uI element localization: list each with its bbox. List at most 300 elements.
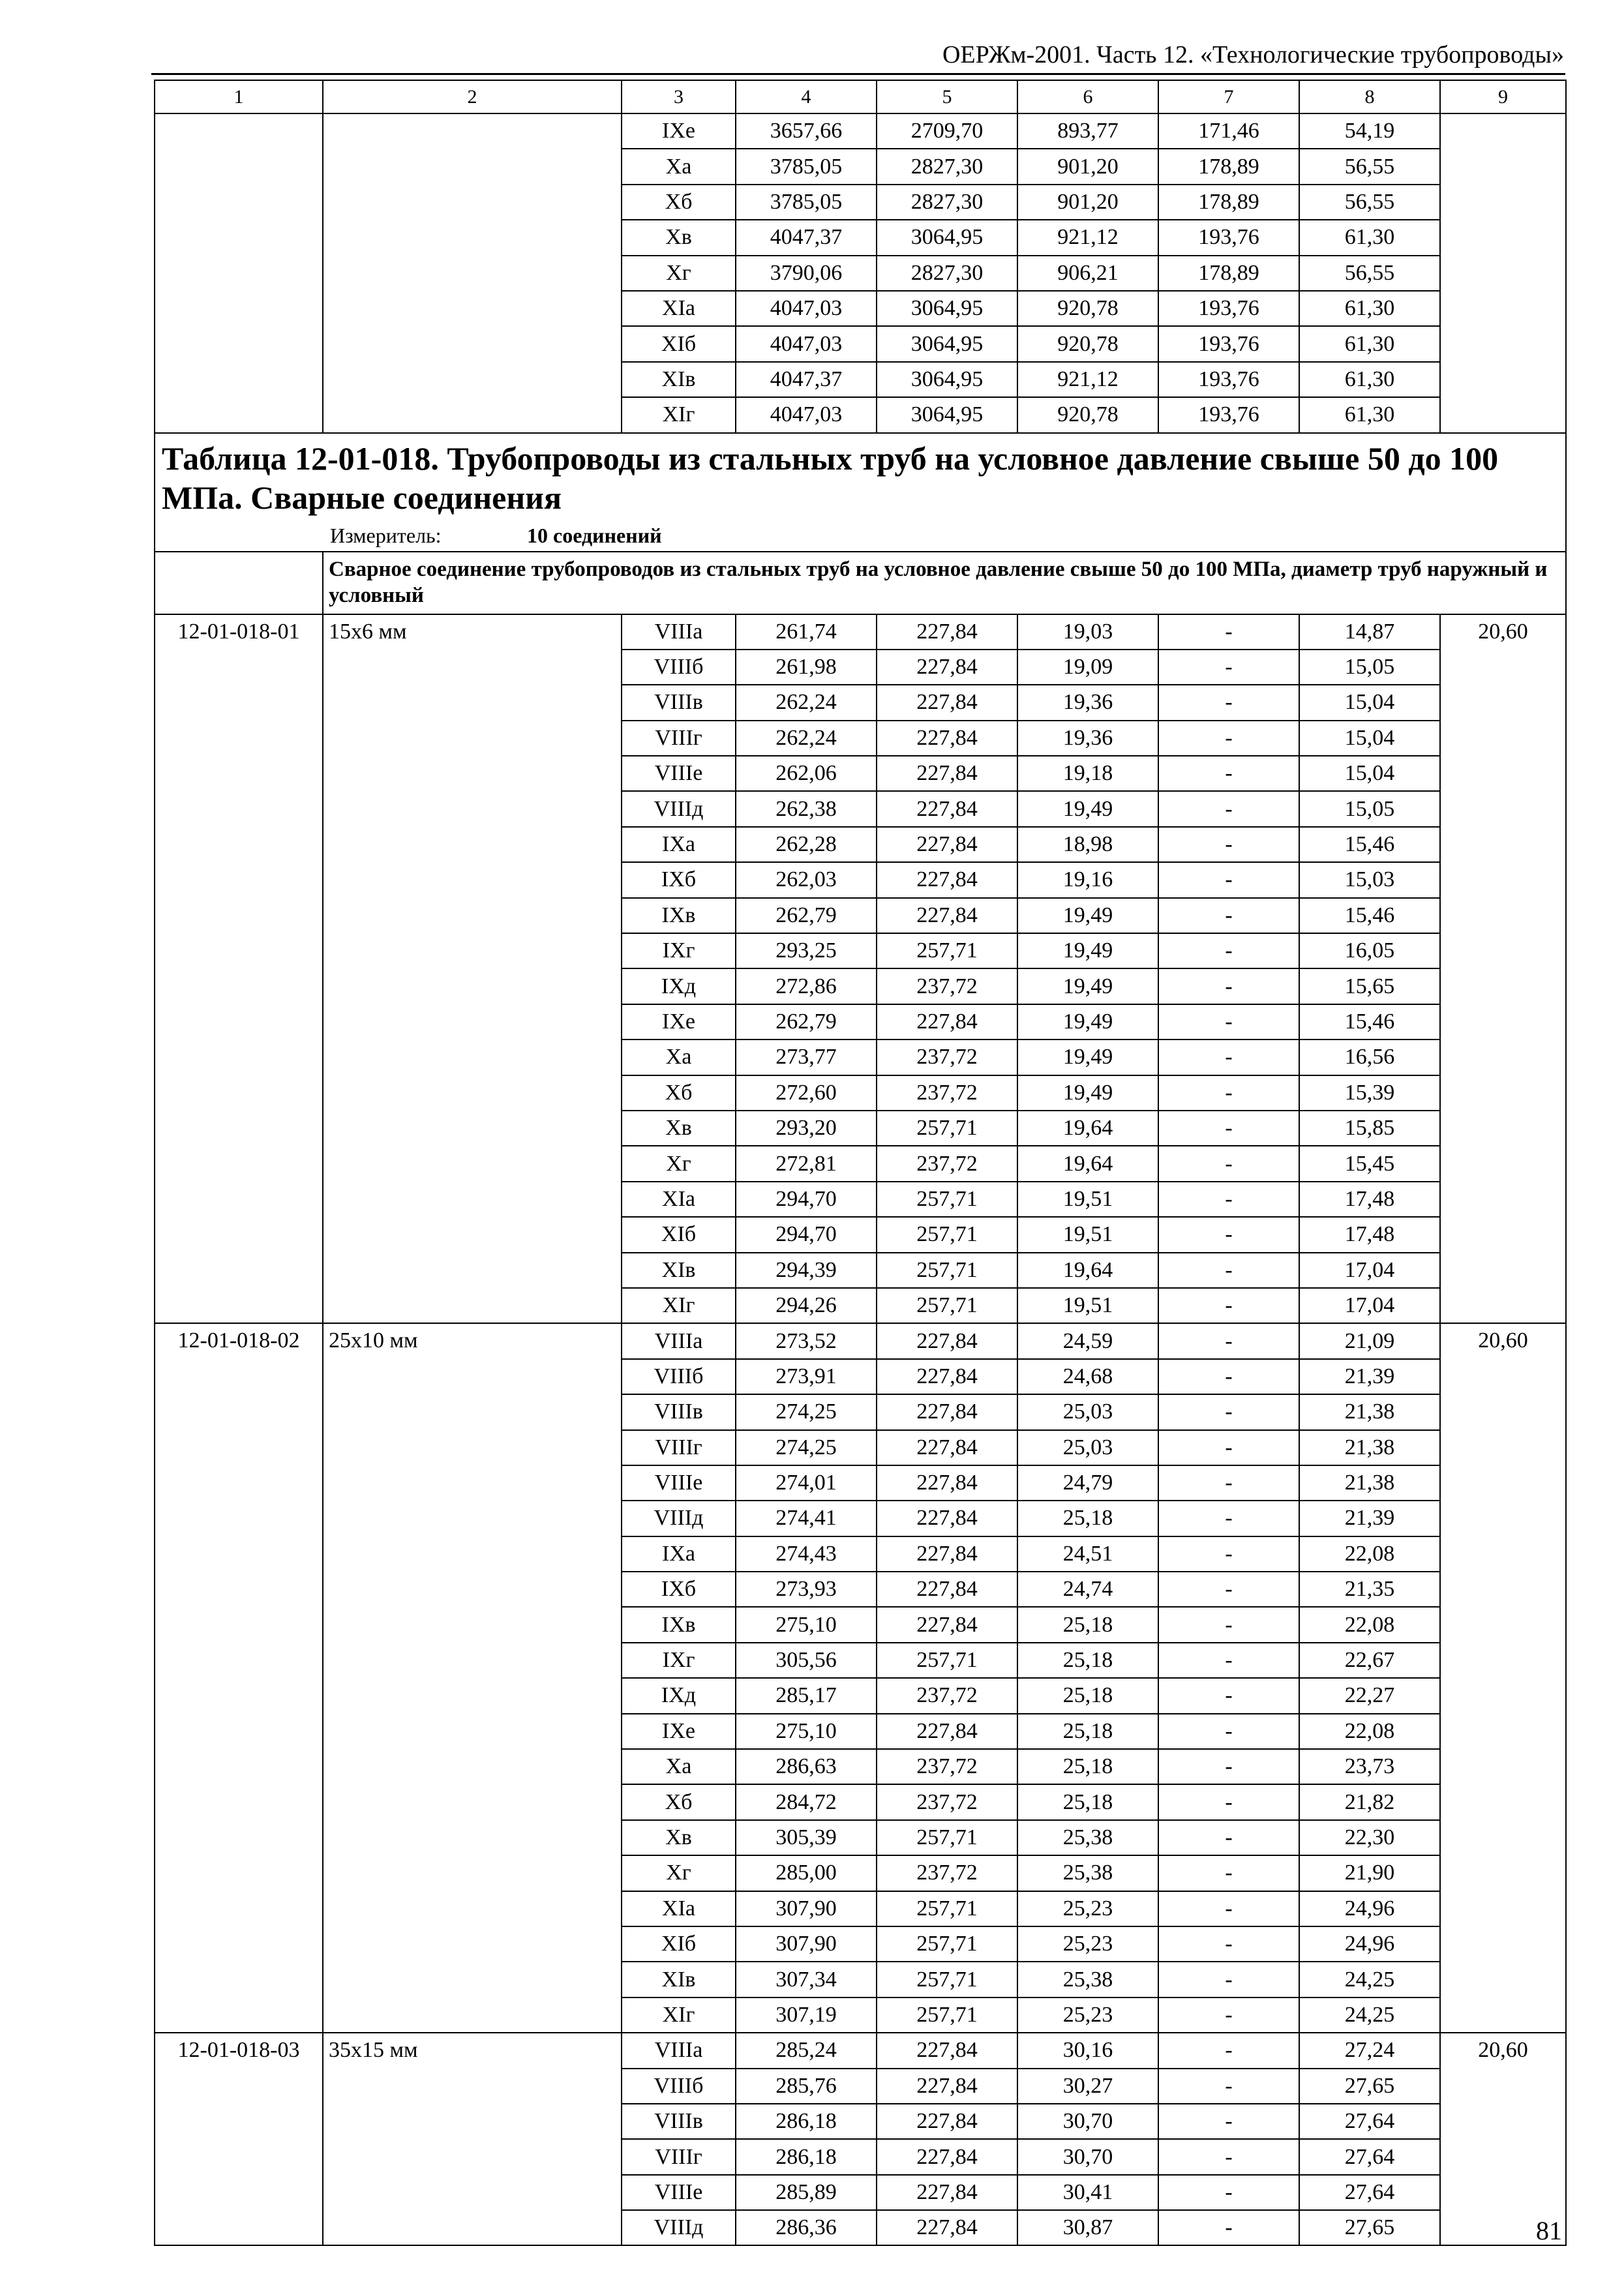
operator-wages-cell: 193,76 [1158, 220, 1299, 255]
total-cost-cell: 307,90 [736, 1926, 877, 1962]
labor-cost-cell: 3064,95 [877, 397, 1017, 432]
operator-wages-cell: - [1158, 1572, 1299, 1607]
total-cost-cell: 307,19 [736, 1997, 877, 2033]
labor-cost-cell: 2827,30 [877, 185, 1017, 220]
labor-cost-cell: 257,71 [877, 1643, 1017, 1678]
price-class-cell: XIв [622, 362, 736, 397]
total-cost-cell: 3785,05 [736, 185, 877, 220]
operator-wages-cell: - [1158, 1182, 1299, 1217]
labor-cost-cell: 2709,70 [877, 113, 1017, 149]
materials-cost-cell: 21,39 [1299, 1501, 1440, 1536]
materials-cost-cell: 54,19 [1299, 113, 1440, 149]
materials-cost-cell: 21,38 [1299, 1430, 1440, 1465]
machine-cost-cell: 901,20 [1017, 185, 1158, 220]
labor-cost-cell: 227,84 [877, 1501, 1017, 1536]
total-cost-cell: 4047,03 [736, 397, 877, 432]
total-cost-cell: 4047,03 [736, 326, 877, 361]
table-row [155, 2033, 1566, 2068]
machine-cost-cell: 30,16 [1017, 2033, 1158, 2068]
price-class-cell: IXе [622, 1714, 736, 1749]
operator-wages-cell: - [1158, 1607, 1299, 1642]
total-cost-cell: 262,06 [736, 756, 877, 791]
price-class-cell: VIIIв [622, 685, 736, 720]
machine-cost-cell: 921,12 [1017, 362, 1158, 397]
rate-code-cell: 12-01-018-03 [155, 2033, 323, 2245]
materials-cost-cell: 61,30 [1299, 326, 1440, 361]
labor-cost-cell: 227,84 [877, 650, 1017, 685]
price-class-cell: VIIIе [622, 756, 736, 791]
price-class-cell: IXб [622, 1572, 736, 1607]
machine-cost-cell: 25,18 [1017, 1784, 1158, 1819]
price-class-cell: VIIIа [622, 2033, 736, 2068]
materials-cost-cell: 24,96 [1299, 1926, 1440, 1962]
column-number: 6 [1017, 80, 1158, 113]
labor-cost-cell: 257,71 [877, 1111, 1017, 1146]
labor-cost-cell: 237,72 [877, 1784, 1017, 1819]
price-class-cell: VIIIг [622, 721, 736, 756]
operator-wages-cell: - [1158, 1926, 1299, 1962]
labor-cost-cell: 227,84 [877, 721, 1017, 756]
operator-wages-cell: - [1158, 1855, 1299, 1891]
operator-wages-cell: - [1158, 1820, 1299, 1855]
machine-cost-cell: 30,87 [1017, 2210, 1158, 2245]
materials-cost-cell: 17,48 [1299, 1217, 1440, 1252]
price-class-cell: Xа [622, 149, 736, 184]
labor-cost-cell: 237,72 [877, 1678, 1017, 1713]
operator-wages-cell: - [1158, 1253, 1299, 1288]
materials-cost-cell: 22,08 [1299, 1714, 1440, 1749]
price-class-cell: Xг [622, 1855, 736, 1891]
table-title-row [155, 433, 1566, 552]
price-class-cell: IXе [622, 113, 736, 149]
machine-cost-cell: 25,18 [1017, 1643, 1158, 1678]
operator-wages-cell: - [1158, 2139, 1299, 2174]
labor-cost-cell: 227,84 [877, 1536, 1017, 1572]
pipe-dimension-cell: 25х10 мм [323, 1323, 622, 2033]
section-subtitle-row [155, 552, 1566, 614]
labor-cost-cell: 237,72 [877, 1855, 1017, 1891]
labor-cost-cell: 3064,95 [877, 220, 1017, 255]
machine-cost-cell: 19,36 [1017, 685, 1158, 720]
total-cost-cell: 285,17 [736, 1678, 877, 1713]
labor-cost-cell: 227,84 [877, 1714, 1017, 1749]
materials-cost-cell: 16,05 [1299, 933, 1440, 968]
labor-cost-cell: 227,84 [877, 827, 1017, 862]
total-cost-cell: 285,76 [736, 2069, 877, 2104]
machine-cost-cell: 19,49 [1017, 1040, 1158, 1075]
materials-cost-cell: 15,03 [1299, 862, 1440, 897]
operator-wages-cell: - [1158, 650, 1299, 685]
price-class-cell: XIг [622, 397, 736, 432]
machine-cost-cell: 25,18 [1017, 1714, 1158, 1749]
total-cost-cell: 294,70 [736, 1217, 877, 1252]
machine-cost-cell: 30,27 [1017, 2069, 1158, 2104]
price-class-cell: Xв [622, 1111, 736, 1146]
total-cost-cell: 273,52 [736, 1323, 877, 1358]
machine-cost-cell: 19,64 [1017, 1146, 1158, 1181]
total-cost-cell: 262,28 [736, 827, 877, 862]
price-class-cell: Xв [622, 220, 736, 255]
pipe-dimension-cell: 35х15 мм [323, 2033, 622, 2245]
column-number: 1 [155, 80, 323, 113]
machine-cost-cell: 25,38 [1017, 1855, 1158, 1891]
materials-cost-cell: 24,96 [1299, 1891, 1440, 1926]
labor-cost-cell: 227,84 [877, 791, 1017, 826]
materials-cost-cell: 17,04 [1299, 1253, 1440, 1288]
operator-wages-cell: - [1158, 1501, 1299, 1536]
operator-wages-cell: - [1158, 791, 1299, 826]
labor-cost-cell: 227,84 [877, 898, 1017, 933]
labor-cost-cell: 257,71 [877, 1926, 1017, 1962]
total-cost-cell: 272,81 [736, 1146, 877, 1181]
operator-wages-cell: - [1158, 1075, 1299, 1111]
labor-cost-cell: 227,84 [877, 1430, 1017, 1465]
machine-cost-cell: 24,68 [1017, 1359, 1158, 1394]
labor-cost-cell: 227,84 [877, 2104, 1017, 2139]
price-class-cell: Xб [622, 1784, 736, 1819]
total-cost-cell: 273,93 [736, 1572, 877, 1607]
pipe-dimension-cell: 15х6 мм [323, 614, 622, 1324]
materials-cost-cell: 56,55 [1299, 256, 1440, 291]
price-class-cell: VIIIг [622, 2139, 736, 2174]
total-cost-cell: 3785,05 [736, 149, 877, 184]
machine-cost-cell: 920,78 [1017, 397, 1158, 432]
materials-cost-cell: 21,82 [1299, 1784, 1440, 1819]
machine-cost-cell: 25,23 [1017, 1926, 1158, 1962]
operator-wages-cell: 193,76 [1158, 291, 1299, 326]
empty-cell [155, 552, 323, 614]
column-number: 3 [622, 80, 736, 113]
operator-wages-cell: - [1158, 1288, 1299, 1323]
total-cost-cell: 275,10 [736, 1607, 877, 1642]
machine-cost-cell: 920,78 [1017, 291, 1158, 326]
price-class-cell: Xб [622, 185, 736, 220]
operator-wages-cell: - [1158, 2175, 1299, 2210]
column-number-row [155, 80, 1566, 113]
materials-cost-cell: 15,85 [1299, 1111, 1440, 1146]
materials-cost-cell: 21,38 [1299, 1465, 1440, 1501]
price-class-cell: Xг [622, 1146, 736, 1181]
operator-wages-cell: - [1158, 1040, 1299, 1075]
labor-cost-cell: 3064,95 [877, 326, 1017, 361]
column-number: 8 [1299, 80, 1440, 113]
price-class-cell: Xб [622, 1075, 736, 1111]
running-header: ОЕРЖм-2001. Часть 12. «Технологические трубопроводы» [942, 41, 1564, 68]
operator-wages-cell: - [1158, 898, 1299, 933]
meter-value: 10 соединений [527, 523, 662, 547]
page-number: 81 [1536, 2216, 1562, 2245]
materials-cost-cell: 61,30 [1299, 362, 1440, 397]
table-title: Таблица 12-01-018. Трубопроводы из стальных труб на условное давление свыше 50 до 100 МПа. Сварные соединения [162, 440, 1499, 516]
table-row [155, 113, 1566, 149]
total-cost-cell: 262,24 [736, 721, 877, 756]
operator-wages-cell: - [1158, 1323, 1299, 1358]
machine-cost-cell: 30,70 [1017, 2104, 1158, 2139]
labor-cost-cell: 3064,95 [877, 291, 1017, 326]
materials-cost-cell: 22,30 [1299, 1820, 1440, 1855]
materials-cost-cell: 15,04 [1299, 721, 1440, 756]
machine-cost-cell: 19,51 [1017, 1182, 1158, 1217]
operator-wages-cell: - [1158, 1465, 1299, 1501]
labor-cost-cell: 227,84 [877, 1359, 1017, 1394]
total-cost-cell: 274,43 [736, 1536, 877, 1572]
price-class-cell: XIа [622, 1182, 736, 1217]
machine-cost-cell: 901,20 [1017, 149, 1158, 184]
operator-wages-cell: - [1158, 1714, 1299, 1749]
machine-cost-cell: 25,03 [1017, 1394, 1158, 1429]
materials-cost-cell: 27,65 [1299, 2210, 1440, 2245]
price-class-cell: IXг [622, 1643, 736, 1678]
operator-wages-cell: - [1158, 2033, 1299, 2068]
materials-cost-cell: 27,24 [1299, 2033, 1440, 2068]
price-class-cell: IXв [622, 1607, 736, 1642]
total-cost-cell: 307,34 [736, 1962, 877, 1997]
materials-cost-cell: 16,56 [1299, 1040, 1440, 1075]
operator-wages-cell: - [1158, 685, 1299, 720]
total-cost-cell: 4047,37 [736, 220, 877, 255]
table-title-cell [155, 433, 1566, 552]
operator-wages-cell: - [1158, 1643, 1299, 1678]
machine-cost-cell: 25,23 [1017, 1891, 1158, 1926]
machine-cost-cell: 19,03 [1017, 614, 1158, 650]
price-class-cell: XIб [622, 326, 736, 361]
operator-wages-cell: 178,89 [1158, 256, 1299, 291]
materials-cost-cell: 56,55 [1299, 185, 1440, 220]
price-class-cell: VIIIа [622, 1323, 736, 1358]
materials-cost-cell: 27,64 [1299, 2104, 1440, 2139]
labor-cost-cell: 227,84 [877, 2069, 1017, 2104]
materials-unaccounted-cell: 20,60 [1440, 614, 1566, 1324]
price-class-cell: Xа [622, 1749, 736, 1784]
operator-wages-cell: - [1158, 2069, 1299, 2104]
machine-cost-cell: 25,03 [1017, 1430, 1158, 1465]
total-cost-cell: 286,63 [736, 1749, 877, 1784]
price-class-cell: XIг [622, 1288, 736, 1323]
machine-cost-cell: 920,78 [1017, 326, 1158, 361]
total-cost-cell: 274,25 [736, 1394, 877, 1429]
price-class-cell: VIIIг [622, 1430, 736, 1465]
labor-cost-cell: 257,71 [877, 1820, 1017, 1855]
materials-cost-cell: 15,05 [1299, 791, 1440, 826]
operator-wages-cell: 171,46 [1158, 113, 1299, 149]
total-cost-cell: 262,38 [736, 791, 877, 826]
operator-wages-cell: - [1158, 933, 1299, 968]
section-subtitle: Сварное соединение трубопроводов из стальных труб на условное давление свыше 50 до 100 МПа, диаметр труб наружный и условный [323, 552, 1566, 614]
materials-cost-cell: 21,39 [1299, 1359, 1440, 1394]
materials-unaccounted-cell: 20,60 [1440, 2033, 1566, 2245]
materials-cost-cell: 15,04 [1299, 756, 1440, 791]
column-number: 4 [736, 80, 877, 113]
materials-cost-cell: 15,46 [1299, 898, 1440, 933]
machine-cost-cell: 19,49 [1017, 898, 1158, 933]
operator-wages-cell: - [1158, 1536, 1299, 1572]
operator-wages-cell: - [1158, 756, 1299, 791]
column-number: 5 [877, 80, 1017, 113]
operator-wages-cell: 178,89 [1158, 149, 1299, 184]
machine-cost-cell: 19,09 [1017, 650, 1158, 685]
machine-cost-cell: 893,77 [1017, 113, 1158, 149]
materials-cost-cell: 61,30 [1299, 291, 1440, 326]
materials-cost-cell: 21,38 [1299, 1394, 1440, 1429]
total-cost-cell: 285,89 [736, 2175, 877, 2210]
price-class-cell: IXд [622, 1678, 736, 1713]
materials-cost-cell: 17,04 [1299, 1288, 1440, 1323]
total-cost-cell: 273,77 [736, 1040, 877, 1075]
machine-cost-cell: 19,49 [1017, 1075, 1158, 1111]
labor-cost-cell: 3064,95 [877, 362, 1017, 397]
total-cost-cell: 305,39 [736, 1820, 877, 1855]
total-cost-cell: 293,25 [736, 933, 877, 968]
meter-label: Измеритель: [330, 523, 442, 547]
machine-cost-cell: 24,79 [1017, 1465, 1158, 1501]
total-cost-cell: 274,25 [736, 1430, 877, 1465]
labor-cost-cell: 227,84 [877, 1004, 1017, 1040]
machine-cost-cell: 25,38 [1017, 1820, 1158, 1855]
total-cost-cell: 286,18 [736, 2139, 877, 2174]
materials-cost-cell: 24,25 [1299, 1962, 1440, 1997]
price-class-cell: VIIIд [622, 791, 736, 826]
labor-cost-cell: 257,71 [877, 1253, 1017, 1288]
total-cost-cell: 294,39 [736, 1253, 877, 1288]
total-cost-cell: 261,74 [736, 614, 877, 650]
machine-cost-cell: 19,64 [1017, 1253, 1158, 1288]
labor-cost-cell: 227,84 [877, 2210, 1017, 2245]
materials-cost-cell: 14,87 [1299, 614, 1440, 650]
price-class-cell: VIIIб [622, 1359, 736, 1394]
machine-cost-cell: 25,18 [1017, 1607, 1158, 1642]
machine-cost-cell: 24,59 [1017, 1323, 1158, 1358]
machine-cost-cell: 921,12 [1017, 220, 1158, 255]
labor-cost-cell: 227,84 [877, 756, 1017, 791]
total-cost-cell: 294,26 [736, 1288, 877, 1323]
total-cost-cell: 4047,37 [736, 362, 877, 397]
total-cost-cell: 286,18 [736, 2104, 877, 2139]
operator-wages-cell: - [1158, 1784, 1299, 1819]
operator-wages-cell: - [1158, 614, 1299, 650]
labor-cost-cell: 227,84 [877, 685, 1017, 720]
labor-cost-cell: 227,84 [877, 614, 1017, 650]
machine-cost-cell: 30,41 [1017, 2175, 1158, 2210]
materials-cost-cell: 27,64 [1299, 2139, 1440, 2174]
machine-cost-cell: 19,51 [1017, 1288, 1158, 1323]
labor-cost-cell: 257,71 [877, 1217, 1017, 1252]
price-class-cell: IXд [622, 968, 736, 1004]
materials-cost-cell: 15,46 [1299, 1004, 1440, 1040]
total-cost-cell: 275,10 [736, 1714, 877, 1749]
column-number: 2 [323, 80, 622, 113]
materials-cost-cell: 23,73 [1299, 1749, 1440, 1784]
machine-cost-cell: 19,51 [1017, 1217, 1158, 1252]
total-cost-cell: 305,56 [736, 1643, 877, 1678]
total-cost-cell: 285,00 [736, 1855, 877, 1891]
materials-cost-cell: 22,08 [1299, 1607, 1440, 1642]
labor-cost-cell: 2827,30 [877, 149, 1017, 184]
labor-cost-cell: 227,84 [877, 2139, 1017, 2174]
price-class-cell: IXе [622, 1004, 736, 1040]
operator-wages-cell: 193,76 [1158, 397, 1299, 432]
header-rule [151, 73, 1565, 75]
price-class-cell: VIIIд [622, 2210, 736, 2245]
total-cost-cell: 274,41 [736, 1501, 877, 1536]
price-class-cell: VIIIб [622, 2069, 736, 2104]
rate-code-cell [155, 113, 323, 433]
rate-code-cell: 12-01-018-01 [155, 614, 323, 1324]
operator-wages-cell: - [1158, 827, 1299, 862]
machine-cost-cell: 19,64 [1017, 1111, 1158, 1146]
price-class-cell: XIв [622, 1253, 736, 1288]
machine-cost-cell: 18,98 [1017, 827, 1158, 862]
labor-cost-cell: 227,84 [877, 2033, 1017, 2068]
price-class-cell: XIб [622, 1926, 736, 1962]
labor-cost-cell: 257,71 [877, 1962, 1017, 1997]
price-class-cell: Xа [622, 1040, 736, 1075]
materials-cost-cell: 24,25 [1299, 1997, 1440, 2033]
materials-cost-cell: 61,30 [1299, 397, 1440, 432]
price-class-cell: Xв [622, 1820, 736, 1855]
materials-cost-cell: 15,04 [1299, 685, 1440, 720]
labor-cost-cell: 257,71 [877, 1891, 1017, 1926]
price-class-cell: VIIIа [622, 614, 736, 650]
materials-cost-cell: 15,65 [1299, 968, 1440, 1004]
materials-cost-cell: 15,05 [1299, 650, 1440, 685]
labor-cost-cell: 2827,30 [877, 256, 1017, 291]
price-class-cell: VIIIв [622, 1394, 736, 1429]
price-class-cell: IXа [622, 827, 736, 862]
price-class-cell: IXг [622, 933, 736, 968]
meter-line [155, 517, 1565, 551]
labor-cost-cell: 227,84 [877, 1607, 1017, 1642]
machine-cost-cell: 24,51 [1017, 1536, 1158, 1572]
machine-cost-cell: 25,18 [1017, 1678, 1158, 1713]
operator-wages-cell: - [1158, 1146, 1299, 1181]
labor-cost-cell: 227,84 [877, 1572, 1017, 1607]
total-cost-cell: 293,20 [736, 1111, 877, 1146]
operator-wages-cell: - [1158, 2104, 1299, 2139]
operator-wages-cell: 193,76 [1158, 362, 1299, 397]
labor-cost-cell: 227,84 [877, 1465, 1017, 1501]
total-cost-cell: 307,90 [736, 1891, 877, 1926]
materials-cost-cell: 27,64 [1299, 2175, 1440, 2210]
operator-wages-cell: - [1158, 1004, 1299, 1040]
price-class-cell: XIа [622, 291, 736, 326]
materials-unaccounted-cell [1440, 113, 1566, 433]
materials-cost-cell: 22,67 [1299, 1643, 1440, 1678]
price-class-cell: VIIIв [622, 2104, 736, 2139]
machine-cost-cell: 19,49 [1017, 791, 1158, 826]
operator-wages-cell: - [1158, 1997, 1299, 2033]
total-cost-cell: 262,79 [736, 898, 877, 933]
labor-cost-cell: 237,72 [877, 1075, 1017, 1111]
machine-cost-cell: 19,18 [1017, 756, 1158, 791]
price-class-cell: XIб [622, 1217, 736, 1252]
price-class-cell: XIг [622, 1997, 736, 2033]
total-cost-cell: 273,91 [736, 1359, 877, 1394]
rates-table-body [155, 80, 1566, 2245]
operator-wages-cell: - [1158, 2210, 1299, 2245]
machine-cost-cell: 30,70 [1017, 2139, 1158, 2174]
total-cost-cell: 286,36 [736, 2210, 877, 2245]
table-row [155, 614, 1566, 650]
materials-cost-cell: 15,39 [1299, 1075, 1440, 1111]
operator-wages-cell: - [1158, 1394, 1299, 1429]
materials-cost-cell: 27,65 [1299, 2069, 1440, 2104]
total-cost-cell: 261,98 [736, 650, 877, 685]
price-class-cell: XIв [622, 1962, 736, 1997]
labor-cost-cell: 237,72 [877, 1040, 1017, 1075]
operator-wages-cell: 193,76 [1158, 326, 1299, 361]
total-cost-cell: 262,03 [736, 862, 877, 897]
operator-wages-cell: - [1158, 1430, 1299, 1465]
